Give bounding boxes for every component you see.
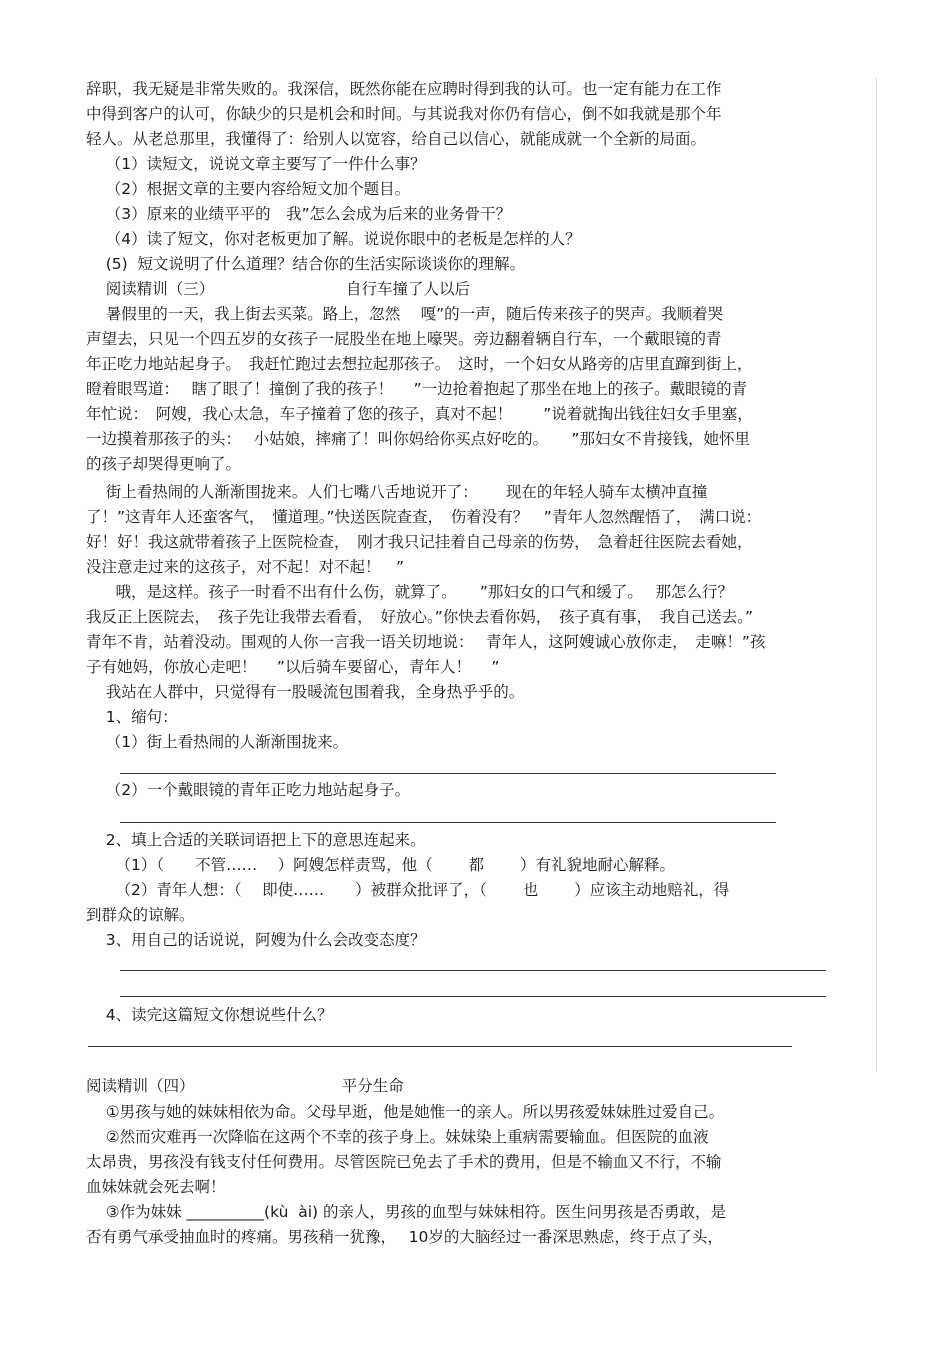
- text-line: 暑假里的一天，我上街去买菜。路上，忽然 嘎”的一声，随后传来孩子的哭声。我顺着哭: [86, 305, 724, 323]
- text-line: 血妹妹就会死去啊！: [86, 1178, 226, 1196]
- text-line: 哦，是这样。孩子一时看不出有什么伤，就算了。 ”那妇女的口气和缓了。 那怎么行？: [86, 583, 734, 601]
- answer-line[interactable]: [120, 970, 826, 971]
- text-line: 瞪着眼骂道： 瞎了眼了！撞倒了我的孩子！ ”一边抢着抱起了那坐在地上的孩子。戴眼镜的青: [86, 380, 748, 398]
- text-line: 了！”这青年人还蛮客气， 懂道理。”快送医院查查， 伤着没有？ ”青年人忽然醒悟了， 满口说：: [86, 508, 762, 526]
- text-line: 到群众的谅解。: [86, 906, 195, 924]
- text-line: 中得到客户的认可，你缺少的只是机会和时间。与其说我对你仍有信心，倒不如我就是那个年: [86, 105, 722, 123]
- text-line: 没注意走过来的这孩子，对不起！对不起！ ”: [86, 558, 405, 576]
- text-line: 街上看热闹的人渐渐围拢来。人们七嘴八舌地说开了： 现在的年轻人骑车太横冲直撞: [86, 483, 708, 501]
- question-5: (5) 短文说明了什么道理？结合你的生活实际谈谈你的理解。: [86, 255, 526, 273]
- exercise-1-item-1: （1）街上看热闹的人渐渐围拢来。: [86, 733, 349, 751]
- text-line: 子有她妈，你放心走吧！ ”以后骑车要留心，青年人！ ”: [86, 658, 500, 676]
- text-line: 的孩子却哭得更响了。: [86, 455, 242, 473]
- text-line: 轻人。从老总那里，我懂得了：给别人以宽容，给自己以信心，就能成就一个全新的局面。: [86, 130, 707, 148]
- text-line: 太昂贵，男孩没有钱支付任何费用。尽管医院已免去了手术的费用，但是不输血又不行，不输: [86, 1153, 722, 1171]
- exercise-2-title: 2、填上合适的关联词语把上下的意思连起来。: [86, 831, 426, 849]
- question-1: （1）读短文，说说文章主要写了一件什么事？: [86, 155, 426, 173]
- text-line: 我站在人群中，只觉得有一股暖流包围着我，全身热乎乎的。: [86, 683, 525, 701]
- text-line: 一边摸着那孩子的头： 小姑娘，摔痛了！叫你妈给你买点好吃的。 ”那妇女不肯接钱，她怀里: [86, 430, 750, 448]
- section-heading-4: 阅读精训（四） 平分生命: [86, 1077, 404, 1095]
- exercise-1-item-2: （2）一个戴眼镜的青年正吃力地站起身子。: [86, 781, 411, 799]
- question-3: （3）原来的业绩平平的 我”怎么会成为后来的业务骨干？: [86, 205, 512, 223]
- question-2: （2）根据文章的主要内容给短文加个题目。: [86, 180, 411, 198]
- text-line: 年忙说： 阿嫂，我心太急，车子撞着了您的孩子，真对不起！ ”说着就掏出钱往妇女手里塞，: [86, 405, 753, 423]
- exercise-4-title: 4、读完这篇短文你想说些什么？: [86, 1006, 333, 1024]
- section-heading-3: 阅读精训（三） 自行车撞了人以后: [86, 280, 470, 298]
- exercise-2-item-2: （2）青年人想：（ 即使…… ）被群众批评了，（ 也 ）应该主动地赔礼，得: [86, 881, 730, 899]
- answer-line[interactable]: [88, 1046, 792, 1047]
- question-4: （4）读了短文，你对老板更加了解。说说你眼中的老板是怎样的人？: [86, 230, 581, 248]
- text-line: 辞职，我无疑是非常失败的。我深信，既然你能在应聘时得到我的认可。也一定有能力在工作: [86, 80, 722, 98]
- page-edge-line: [876, 78, 877, 1072]
- text-line: 否有勇气承受抽血时的疼痛。男孩稍一犹豫， 10岁的大脑经过一番深思熟虑，终于点了头，: [86, 1228, 723, 1246]
- answer-line[interactable]: [120, 773, 776, 774]
- text-line: 年正吃力地站起身子。 我赶忙跑过去想拉起那孩子。 这时，一个妇女从路旁的店里直蹿到街上，: [86, 355, 753, 373]
- text-line: ①男孩与她的妹妹相依为命。父母早逝，他是她惟一的亲人。所以男孩爱妹妹胜过爱自己。: [86, 1103, 725, 1121]
- fill-blank-line: ③作为妹妹 __________(kù ài) 的亲人，男孩的血型与妹妹相符。医生问男孩是否勇敢，是: [86, 1203, 727, 1221]
- text-line: 我反正上医院去， 孩子先让我带去看看， 好放心。”你快去看你妈， 孩子真有事， 我自己送去。”: [86, 608, 754, 626]
- text-line: 青年不肯，站着没动。围观的人你一言我一语关切地说： 青年人，这阿嫂诚心放你走， 走嘛！”孩: [86, 633, 766, 651]
- exercise-3-title: 3、用自己的话说说，阿嫂为什么会改变态度？: [86, 931, 426, 949]
- answer-line[interactable]: [120, 996, 826, 997]
- exercise-2-item-1: （1）（ 不管…… ）阿嫂怎样责骂，他（ 都 ）有礼貌地耐心解释。: [86, 856, 675, 874]
- exercise-1-title: 1、缩句：: [86, 708, 178, 726]
- text-line: ②然而灾难再一次降临在这两个不幸的孩子身上。妹妹染上重病需要输血。但医院的血液: [86, 1128, 709, 1146]
- text-line: 声望去，只见一个四五岁的女孩子一屁股坐在地上嚎哭。旁边翻着辆自行车，一个戴眼镜的青: [86, 330, 722, 348]
- answer-line[interactable]: [120, 822, 776, 823]
- text-line: 好！好！我这就带着孩子上医院检查， 刚才我只记挂着自己母亲的伤势， 急着赶往医院去看她，: [86, 533, 753, 551]
